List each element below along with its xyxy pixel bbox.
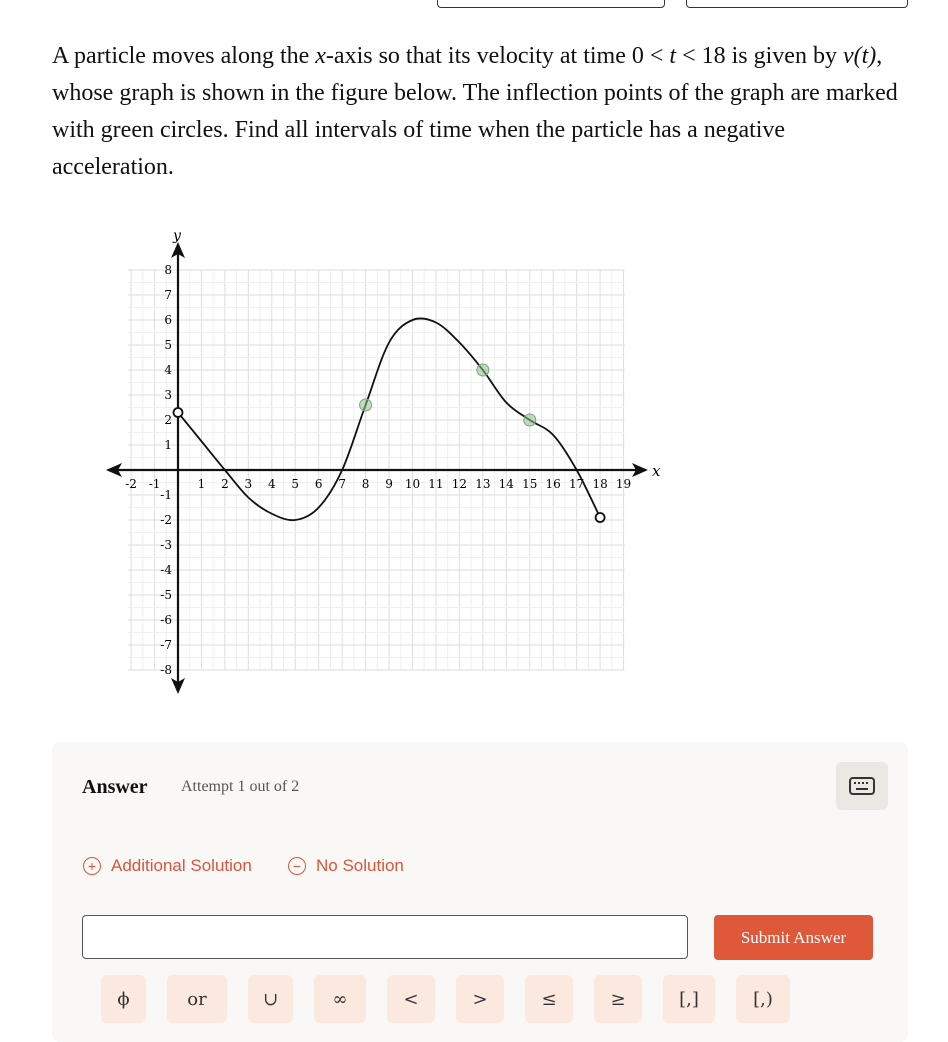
x-tick-label: -1: [148, 477, 161, 491]
x-tick-label: 11: [428, 477, 444, 491]
x-tick-label: 9: [385, 477, 393, 491]
x-tick-label: 8: [361, 477, 370, 491]
key-4[interactable]: <: [387, 975, 435, 1023]
y-tick-label: -1: [160, 488, 172, 502]
x-tick-label: -2: [125, 477, 137, 491]
x-tick-label: 5: [291, 477, 300, 491]
x-tick-label: 10: [404, 477, 421, 491]
inflection-point: [477, 364, 489, 376]
plus-circle-icon: +: [83, 857, 101, 875]
x-tick-label: 15: [522, 477, 538, 491]
key-5[interactable]: >: [456, 975, 504, 1023]
y-tick-label: 4: [164, 363, 172, 377]
y-tick-label: 8: [164, 263, 172, 277]
inflection-point: [360, 399, 372, 411]
y-tick-label: 3: [164, 388, 172, 402]
answer-title: Answer: [82, 776, 148, 798]
y-tick-label: -5: [160, 588, 172, 602]
key-2[interactable]: ∪: [248, 975, 293, 1023]
x-tick-label: 16: [545, 477, 561, 491]
minus-circle-icon: −: [288, 857, 306, 875]
key-1[interactable]: or: [167, 975, 227, 1023]
open-endpoint: [596, 513, 605, 522]
y-tick-label: 6: [164, 313, 172, 327]
x-tick-label: 1: [197, 477, 206, 491]
y-tick-label: -8: [160, 663, 172, 677]
math-keypad: [101, 975, 811, 1023]
y-tick-label: -7: [160, 638, 172, 652]
key-9[interactable]: [,): [736, 975, 790, 1023]
open-endpoint: [174, 408, 183, 417]
key-7[interactable]: ≥: [594, 975, 642, 1023]
y-tick-label: 7: [164, 288, 172, 302]
y-tick-label: -6: [160, 613, 172, 627]
x-tick-label: 17: [569, 477, 585, 491]
submit-answer-button[interactable]: Submit Answer: [714, 915, 873, 960]
attempt-counter: Attempt 1 out of 2: [181, 778, 300, 795]
no-solution-label: No Solution: [316, 856, 404, 875]
x-tick-label: 6: [314, 477, 323, 491]
additional-solution-button[interactable]: [83, 856, 252, 876]
key-3[interactable]: ∞: [314, 975, 366, 1023]
q-part: < 18 is given by: [676, 43, 843, 69]
keyboard-toggle-button[interactable]: [836, 762, 888, 810]
q-part: , whose graph is shown in the figure below. The inflection points of the graph are marked with green circles. Find all intervals of time when the particle has a negative acceleration.: [52, 43, 898, 180]
key-0[interactable]: ϕ: [101, 975, 146, 1023]
q-var-t: t: [669, 43, 677, 69]
velocity-graph: [0, 220, 700, 700]
question-text: [52, 38, 912, 186]
x-tick-label: 12: [451, 477, 468, 491]
y-tick-label: 5: [164, 338, 172, 352]
q-part: A particle moves along the: [52, 43, 316, 69]
keyboard-icon: [849, 777, 875, 795]
y-tick-label: -3: [160, 538, 172, 552]
x-tick-label: 3: [244, 477, 253, 491]
y-tick-label: -2: [160, 513, 172, 527]
q-var-x: x: [315, 43, 326, 69]
key-8[interactable]: [,]: [663, 975, 715, 1023]
key-6[interactable]: ≤: [525, 975, 573, 1023]
x-axis-label: x: [652, 462, 661, 480]
x-tick-label: 19: [615, 477, 632, 491]
y-tick-label: 1: [164, 438, 172, 452]
answer-input[interactable]: [82, 915, 688, 959]
y-tick-label: -4: [160, 563, 172, 577]
x-tick-label: 14: [498, 477, 514, 491]
x-tick-label: 7: [338, 477, 346, 491]
answer-panel: [52, 742, 908, 1042]
top-button-left[interactable]: [437, 0, 665, 8]
q-part: -axis so that its velocity at time 0 <: [325, 43, 670, 69]
no-solution-button[interactable]: [288, 856, 404, 876]
y-axis-label: y: [173, 228, 181, 244]
top-button-right[interactable]: [686, 0, 908, 8]
q-func: v(t): [842, 43, 877, 69]
y-tick-label: 2: [164, 413, 172, 427]
x-tick-label: 4: [267, 477, 276, 491]
x-tick-label: 2: [221, 477, 229, 491]
x-tick-label: 18: [592, 477, 608, 491]
x-tick-label: 13: [475, 477, 491, 491]
inflection-point: [524, 414, 536, 426]
additional-solution-label: Additional Solution: [111, 856, 252, 875]
